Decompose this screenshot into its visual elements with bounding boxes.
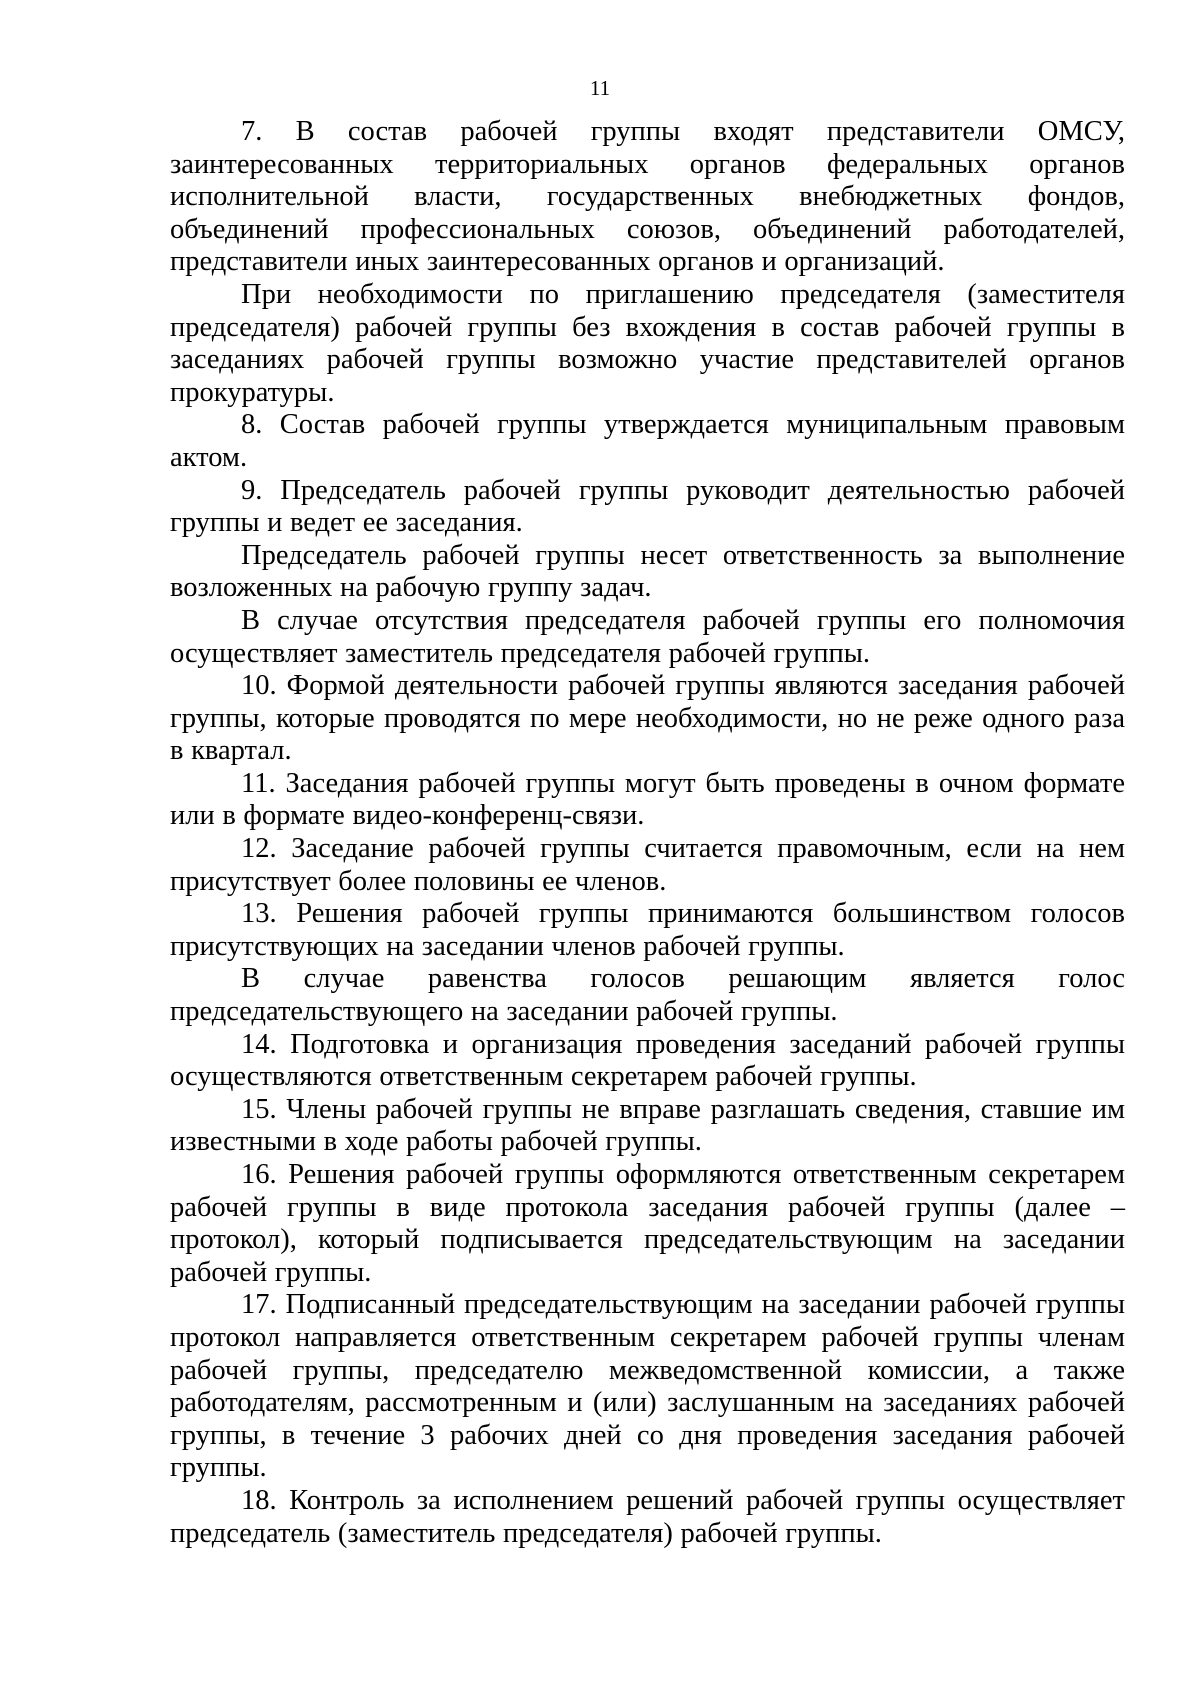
paragraph-10: 10. Формой деятельности рабочей группы являются заседания рабочей группы, которые проводятся по мере необходимости, но не реже одного раза в квартал. (170, 670, 1125, 767)
paragraph-7: 7. В состав рабочей группы входят представители ОМСУ, заинтересованных территориальных органов федеральных органов исполнительной власти, государственных внебюджетных фондов, объединений профессиональных союзов, объединений работодателей, представители иных заинтересованных органов и организаций. (170, 116, 1125, 278)
document-body (170, 116, 1125, 1550)
paragraph-15: 15. Члены рабочей группы не вправе разглашать сведения, ставшие им известными в ходе работы рабочей группы. (170, 1093, 1125, 1158)
page-number: 11 (589, 76, 611, 100)
paragraph-18: 18. Контроль за исполнением решений рабочей группы осуществляет председатель (заместитель председателя) рабочей группы. (170, 1484, 1125, 1549)
paragraph-8: 8. Состав рабочей группы утверждается муниципальным правовым актом. (170, 409, 1125, 473)
paragraph-11: 11. Заседания рабочей группы могут быть проведены в очном формате или в формате видео-конференц-связи. (170, 767, 1125, 832)
paragraph-9-responsibility: Председатель рабочей группы несет ответственность за выполнение возложенных на рабочую группу задач. (170, 539, 1125, 604)
paragraph-9: 9. Председатель рабочей группы руководит деятельностью рабочей группы и ведет ее заседания. (170, 474, 1125, 539)
paragraph-12: 12. Заседание рабочей группы считается правомочным, если на нем присутствует более половины ее членов. (170, 833, 1125, 897)
paragraph-14: 14. Подготовка и организация проведения заседаний рабочей группы осуществляются ответственным секретарем рабочей группы. (170, 1028, 1125, 1093)
paragraph-16: 16. Решения рабочей группы оформляются ответственным секретарем рабочей группы в виде протокола заседания рабочей группы (далее – протокол), который подписывается председательствующим на заседании рабочей группы. (170, 1159, 1125, 1288)
paragraph-9-deputy: В случае отсутствия председателя рабочей группы его полномочия осуществляет заместитель председателя рабочей группы. (170, 604, 1125, 669)
paragraph-7-prosecutors: При необходимости по приглашению председателя (заместителя председателя) рабочей группы без вхождения в состав рабочей группы в заседаниях рабочей группы возможно участие представителей органов прокуратуры. (170, 278, 1125, 408)
paragraph-13-tie-vote: В случае равенства голосов решающим является голос председательствующего на заседании рабочей группы. (170, 963, 1125, 1028)
paragraph-17: 17. Подписанный председательствующим на заседании рабочей группы протокол направляется ответственным секретарем рабочей группы членам рабочей группы, председателю межведомственной комиссии, а также работодателям, рассмотренным и (или) заслушанным на заседаниях рабочей группы, в течение 3 рабочих дней со дня проведения заседания рабочей группы. (170, 1289, 1125, 1484)
paragraph-13: 13. Решения рабочей группы принимаются большинством голосов присутствующих на заседании членов рабочей группы. (170, 898, 1125, 962)
